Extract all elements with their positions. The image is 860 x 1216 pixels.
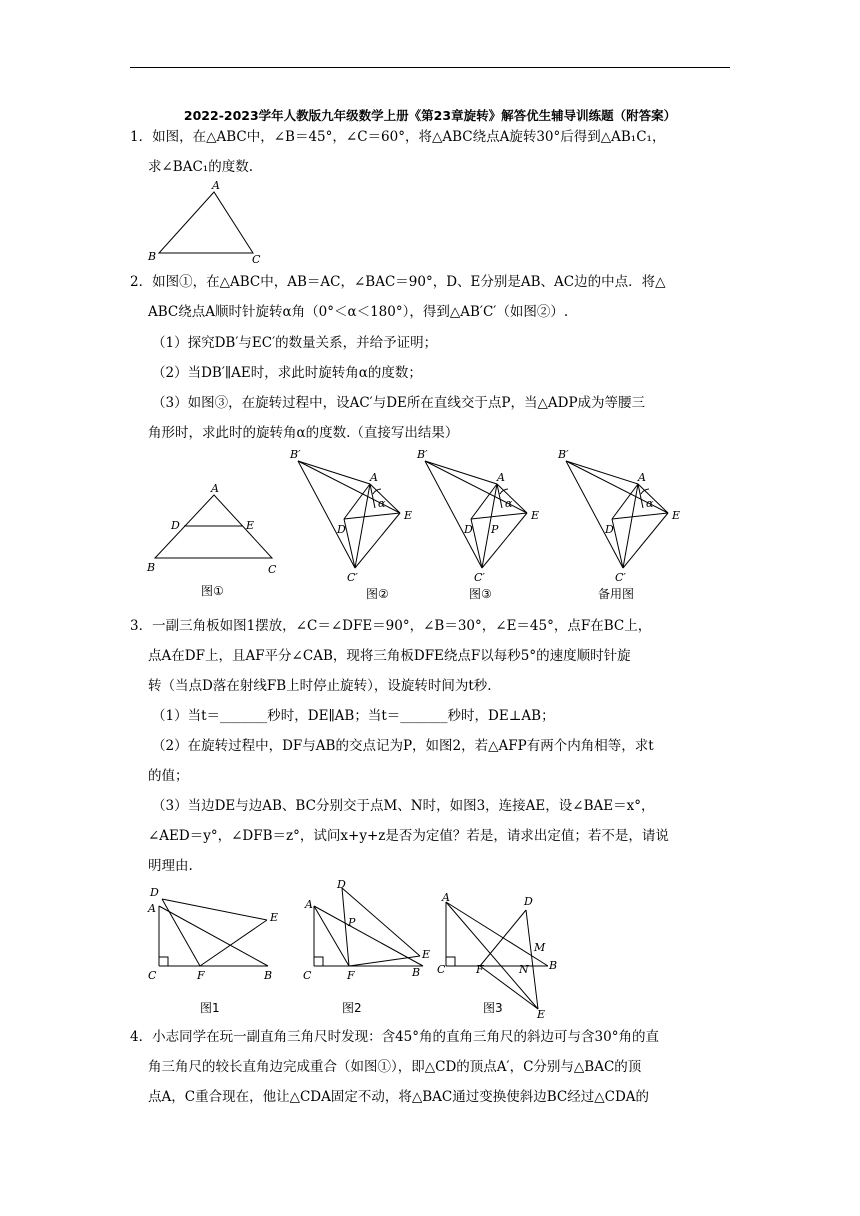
label-d: D [150,886,159,899]
label-b-prime: B′ [417,448,428,461]
label-c: C [268,563,277,576]
q3-part-1: （1）当t＝_______秒时，DE∥AB；当t＝_______秒时，DE⊥AB； [152,708,555,724]
q2-line-2: ABC绕点A顺时针旋转α角（0°＜α＜180°），得到△AB′C′（如图②）. [148,304,569,320]
q3-figure-1 [145,885,285,1015]
q3-part-2b: 的值； [148,768,189,784]
q2-figure-1 [145,478,285,598]
q4-line-2: 角三角尺的较长直角边完成重合（如图①），即△CD的顶点A′，C分别与△BAC的顶 [148,1059,642,1075]
caption-fig-2: 图② [366,587,389,601]
q3-part-3b: ∠AED＝y°，∠DFB＝z°，试问x+y+z是否为定值？若是，请求出定值；若不是，请说 [148,828,669,844]
caption-fig-1: 图① [201,584,224,598]
q2-figure-2 [290,447,420,607]
caption-q3-fig-2: 图2 [342,1001,362,1015]
label-e: E [537,1008,546,1021]
label-d: D [337,523,346,536]
label-a: A [211,482,219,495]
q3-line-2: 点A在DF上，且AF平分∠CAB，现将三角板DFE绕点F以每秒5°的速度顺时针旋 [148,648,631,664]
q1-triangle-figure [140,180,270,265]
label-a: A [370,471,378,484]
label-f: F [347,969,355,982]
q2-figure-3 [417,447,547,607]
q3-line-3: 转（当点D落在射线FB上时停止旋转），设旋转时间为t秒. [148,678,492,694]
q4-line-3: 点A，C重合现在，他让△CDA固定不动，将△BAC通过变换使斜边BC经过△CDA的 [148,1089,650,1105]
q3-part-2a: （2）在旋转过程中，DF与AB的交点记为P，如图2，若△AFP有两个内角相等，求t [152,738,654,754]
label-b-prime: B′ [558,448,569,461]
q3-figure-2 [300,878,440,1015]
label-m: M [534,941,546,954]
label-e: E [404,509,413,522]
label-c: C [252,253,261,266]
label-a: A [497,471,505,484]
label-b: B [148,250,157,263]
label-n: N [519,963,529,976]
label-a: A [212,179,220,192]
label-d: D [171,519,180,532]
label-alpha: α [646,497,654,510]
label-d: D [605,523,614,536]
label-b: B [147,561,156,574]
label-a: A [305,898,313,911]
label-alpha: α [505,497,513,510]
label-p: P [491,523,499,536]
caption-q3-fig-3: 图3 [483,1001,503,1015]
q2-spare-figure [558,447,688,607]
label-d: D [524,895,533,908]
label-c: C [303,969,312,982]
label-c-prime: C′ [474,571,485,584]
label-b: B [412,966,421,979]
label-e: E [422,948,431,961]
label-alpha: α [378,497,386,510]
caption-fig-3: 图③ [469,587,492,601]
label-e: E [246,519,255,532]
label-a: A [148,902,156,915]
label-d: D [337,878,346,891]
label-b: B [264,969,273,982]
label-e: E [672,509,681,522]
label-b: B [549,959,558,972]
caption-q3-fig-1: 图1 [200,1001,220,1015]
label-c-prime: C′ [615,571,626,584]
label-e: E [270,911,279,924]
label-f: F [197,969,205,982]
label-d: D [464,523,473,536]
label-f: F [476,963,484,976]
q3-part-3a: （3）当边DE与边AB、BC分别交于点M、N时，如图3，连接AE，设∠BAE＝x°， [152,798,655,814]
q2-part-1: （1）探究DB′与EC′的数量关系，并给予证明； [152,335,438,351]
q2-part-3b: 角形时，求此时的旋转角α的度数.（直接写出结果） [148,425,459,441]
q2-part-3a: （3）如图③，在旋转过程中，设AC′与DE所在直线交于点P，当△ADP成为等腰三 [152,395,646,411]
label-a: A [442,891,450,904]
label-c: C [148,969,157,982]
page-title: 2022-2023学年人教版九年级数学上册《第23章旋转》解答优生辅导训练题（附答案） [183,108,677,123]
q3-part-3c: 明理由. [148,858,193,874]
q3-figure-3 [437,885,580,1021]
label-e: E [531,509,540,522]
label-b-prime: B′ [290,448,301,461]
header-rule [130,67,730,68]
q1-line-1: 1．如图，在△ABC中，∠B＝45°，∠C＝60°，将△ABC绕点A旋转30°后得到△AB₁C₁， [130,129,666,145]
label-p: P [348,916,356,929]
label-a: A [638,471,646,484]
caption-spare: 备用图 [598,587,635,601]
q3-line-1: 3．一副三角板如图1摆放，∠C＝∠DFE＝90°，∠B＝30°，∠E＝45°，点F在BC上， [130,618,652,634]
q4-line-1: 4．小志同学在玩一副直角三角尺时发现：含45°角的直角三角尺的斜边可与含30°角的直 [130,1029,659,1045]
label-c: C [437,963,446,976]
label-c-prime: C′ [347,571,358,584]
q2-line-1: 2．如图①，在△ABC中，AB＝AC，∠BAC＝90°，D、E分别是AB、AC边的中点．将△ [130,274,666,290]
q1-line-2: 求∠BAC₁的度数. [148,159,254,175]
q2-part-2: （2）当DB′∥AE时，求此时旋转角α的度数； [152,365,422,381]
